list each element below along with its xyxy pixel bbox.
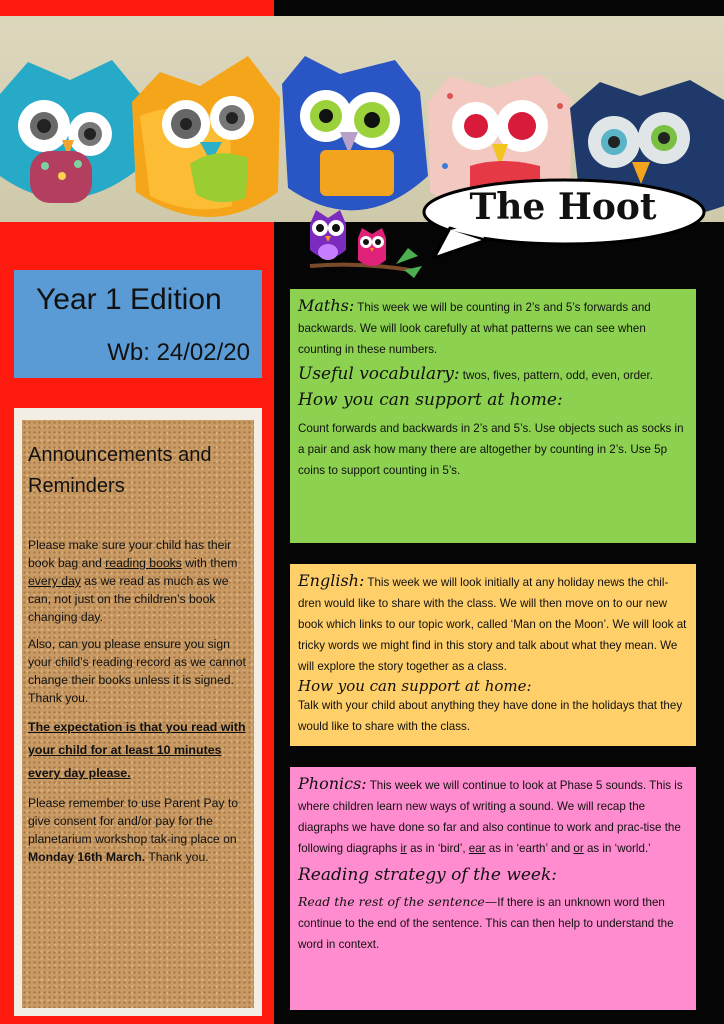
owl-orange-icon bbox=[132, 56, 280, 217]
maths-intro: Maths: This week we will be counting in 2’s and 5’s forwards and backwards. We will look carefully at what patterns we can see when counting in these numbers. bbox=[298, 296, 651, 356]
maths-support-text: Count forwards and backwards in 2’s and 5’s. Use objects such as socks in a pair and ask how many there are altogether by counting in 2’s. Use 5p coins to support counting in 5’s. bbox=[298, 422, 684, 477]
announcements-title: Announcements and Reminders bbox=[28, 444, 212, 497]
maths-section bbox=[290, 289, 696, 543]
reading-strategy-heading: Reading strategy of the week: bbox=[298, 865, 558, 885]
owls-on-branch-icon bbox=[300, 204, 426, 284]
newsletter-title: The Hoot bbox=[469, 186, 657, 228]
reading-expectation: The expectation is that you read with your child for at least 10 minutes every day please. bbox=[28, 720, 246, 780]
owl-teal-icon bbox=[0, 60, 142, 203]
english-support-text: Talk with your child about anything they have done in the holidays that they would like to share with the class. bbox=[298, 699, 683, 733]
phonics-intro: Phonics: This week we will continue to look at Phase 5 sounds. This is where children learn new ways of writing a sound. We will recap the diagraphs we have done so far and also continue to work and prac-tise the following diagraphs ir as in ‘bird’, ear as in ‘earth’ and or as in ‘world.’ bbox=[298, 774, 683, 855]
announcements-body bbox=[28, 536, 250, 875]
announcement-book-bag: Please make sure your child has their book bag and reading books with them every day as we read as much as we can, not just on the children’s book changing day. bbox=[28, 538, 238, 624]
english-section bbox=[290, 564, 696, 746]
edition-title: Year 1 Edition bbox=[36, 283, 222, 316]
phonics-section bbox=[290, 767, 696, 1010]
reading-strategy-text: Read the rest of the sentence—If there is an unknown word then continue to the end of the sentence. This can then help to understand the word in context. bbox=[298, 894, 674, 951]
announcement-reading-record: Also, can you please ensure you sign your child’s reading record as we cannot change their books unless it is signed. Thank you. bbox=[28, 637, 246, 705]
week-beginning-date: Wb: 24/02/20 bbox=[107, 339, 250, 366]
maths-support-heading: How you can support at home: bbox=[298, 390, 563, 410]
owl-blue-icon bbox=[282, 56, 428, 210]
english-support-heading: How you can support at home: bbox=[298, 677, 532, 695]
english-intro: English: This week we will look initially at any holiday news the chil-dren would like to share with the class. We will then move on to our new book which links to our topic work, called ‘Man on the Moon’. We will look at tricky words we might find in this story and talk about what they mean. We will explore the story together as a class. bbox=[298, 571, 687, 673]
announcement-parent-pay: Please remember to use Parent Pay to give consent for and/or pay for the planetarium workshop tak-ing place on Monday 16th March. Thank you. bbox=[28, 796, 239, 864]
maths-vocabulary: Useful vocabulary: twos, fives, pattern, odd, even, order. bbox=[298, 364, 653, 384]
